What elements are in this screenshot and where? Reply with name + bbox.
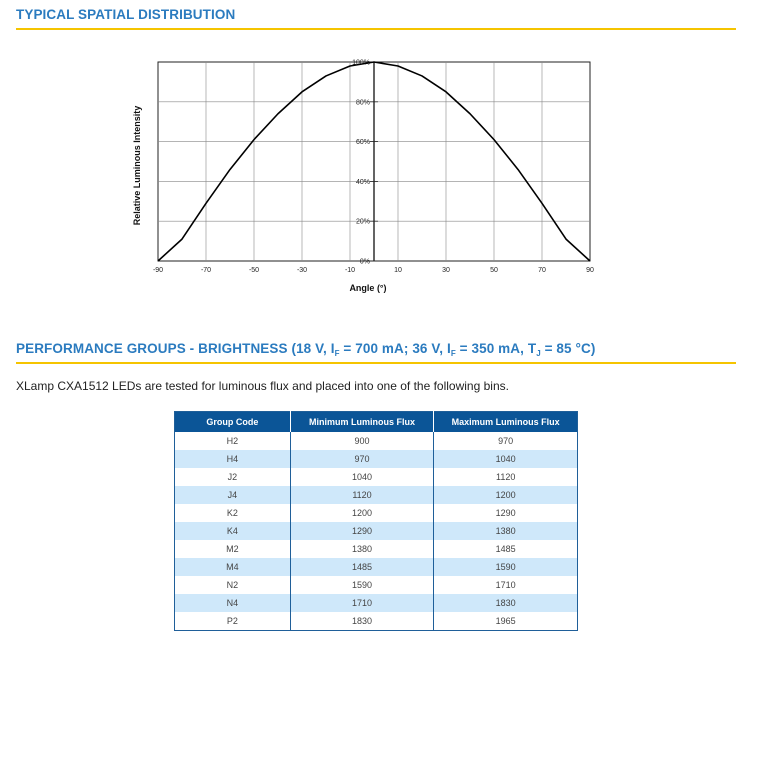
cell-max-flux: 1040 <box>434 450 578 468</box>
table-row <box>175 432 578 450</box>
x-tick-label: 30 <box>442 267 450 274</box>
x-tick-label: -70 <box>200 267 212 274</box>
y-tick-label: 100% <box>352 59 370 67</box>
cell-max-flux: 970 <box>434 432 578 450</box>
cell-max-flux: 1380 <box>434 522 578 540</box>
table-row <box>175 540 578 558</box>
cell-min-flux: 1380 <box>290 540 434 558</box>
y-tick-label: 60% <box>355 139 370 147</box>
header-group-code: Group Code <box>175 412 291 433</box>
x-axis-label: Angle (°) <box>349 283 387 293</box>
cell-min-flux: 970 <box>290 450 434 468</box>
table-row <box>175 486 578 504</box>
intro-text: XLamp CXA1512 LEDs are tested for luminous flux and placed into one of the following bins. <box>16 379 509 393</box>
y-tick-label: 0% <box>359 258 370 266</box>
x-tick-label: 10 <box>394 267 402 274</box>
section-title-spatial: TYPICAL SPATIAL DISTRIBUTION <box>16 7 236 22</box>
table-row <box>175 576 578 594</box>
cell-min-flux: 1710 <box>290 594 434 612</box>
table-header-row <box>175 412 578 433</box>
y-tick-label: 20% <box>355 218 370 226</box>
cell-min-flux: 900 <box>290 432 434 450</box>
cell-min-flux: 1830 <box>290 612 434 631</box>
table-row <box>175 504 578 522</box>
y-tick-label: 40% <box>355 178 370 186</box>
cell-group-code: H4 <box>175 450 291 468</box>
cell-max-flux: 1485 <box>434 540 578 558</box>
title-subscript: J <box>536 349 541 358</box>
table-row <box>175 594 578 612</box>
cell-max-flux: 1710 <box>434 576 578 594</box>
title-part: = 700 mA; 36 V, I <box>339 341 451 356</box>
cell-group-code: K4 <box>175 522 291 540</box>
title-part: PERFORMANCE GROUPS - BRIGHTNESS (18 V, I <box>16 341 335 356</box>
cell-min-flux: 1040 <box>290 468 434 486</box>
x-tick-label: -90 <box>152 267 164 274</box>
cell-max-flux: 1590 <box>434 558 578 576</box>
spatial-distribution-chart <box>0 0 774 300</box>
title-divider <box>16 362 736 364</box>
table-row <box>175 522 578 540</box>
cell-group-code: M4 <box>175 558 291 576</box>
section-title-performance-groups <box>16 341 595 358</box>
title-part: = 85 °C) <box>540 341 596 356</box>
cell-min-flux: 1590 <box>290 576 434 594</box>
table-body <box>175 432 578 631</box>
table-row <box>175 450 578 468</box>
x-tick-label: -30 <box>296 267 308 274</box>
cell-max-flux: 1200 <box>434 486 578 504</box>
cell-group-code: M2 <box>226 544 239 554</box>
title-part: = 350 mA, T <box>455 341 537 356</box>
cell-min-flux: 1290 <box>290 522 434 540</box>
cell-group-code: N2 <box>226 580 239 590</box>
y-tick-label: 80% <box>355 99 370 107</box>
table-row <box>175 558 578 576</box>
x-tick-label: 90 <box>586 267 594 274</box>
table-row <box>175 612 578 631</box>
x-tick-label: -10 <box>344 267 356 274</box>
cell-max-flux: 1290 <box>434 504 578 522</box>
cell-min-flux: 1200 <box>290 504 434 522</box>
header-max-flux: Maximum Luminous Flux <box>434 412 578 433</box>
title-subscript: F <box>450 349 456 358</box>
cell-group-code: P2 <box>226 616 238 626</box>
cell-group-code: K2 <box>226 508 238 518</box>
x-tick-label: -50 <box>248 267 260 274</box>
cell-max-flux: 1830 <box>434 594 578 612</box>
x-tick-label: 50 <box>490 267 498 274</box>
cell-group-code: J4 <box>175 486 291 504</box>
header-min-flux: Minimum Luminous Flux <box>290 412 434 433</box>
cell-max-flux: 1120 <box>434 468 578 486</box>
table-row <box>175 468 578 486</box>
x-tick-label: 70 <box>538 267 546 274</box>
brightness-bins-table <box>174 411 578 631</box>
cell-group-code: H2 <box>226 436 239 446</box>
cell-min-flux: 1485 <box>290 558 434 576</box>
title-subscript: F <box>334 349 340 358</box>
y-axis-label: Relative Luminous Intensity <box>132 105 142 226</box>
cell-max-flux: 1965 <box>434 612 578 631</box>
cell-group-code: J2 <box>227 472 238 482</box>
cell-min-flux: 1120 <box>290 486 434 504</box>
cell-group-code: N4 <box>175 594 291 612</box>
